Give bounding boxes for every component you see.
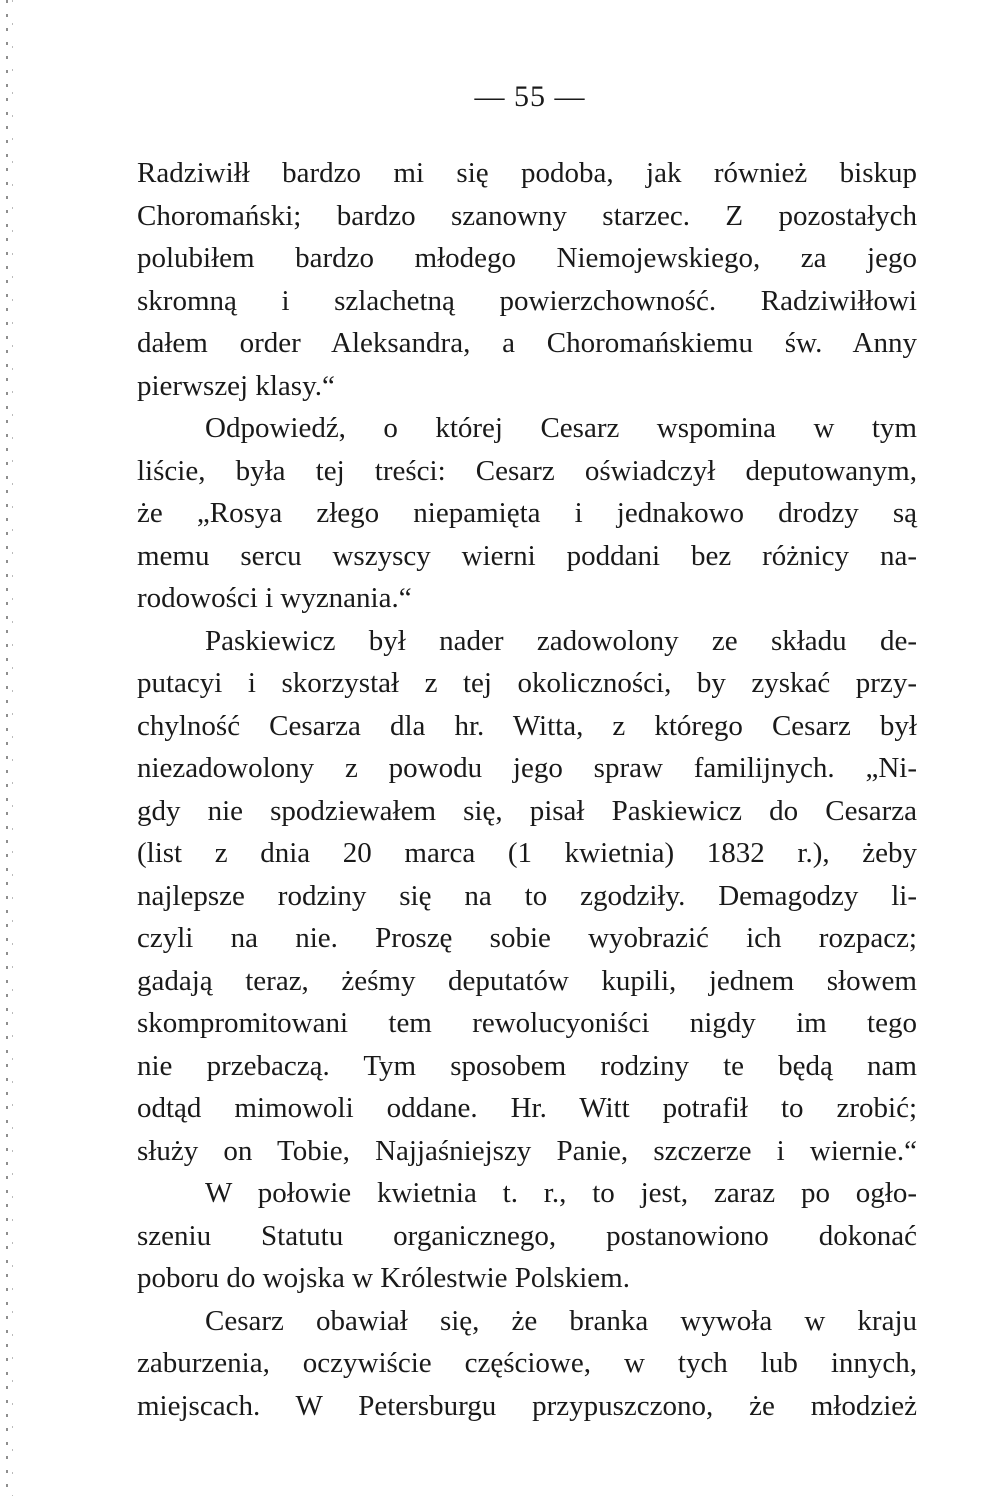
page-edge-shadow (6, 0, 8, 1496)
text-line: skompromitowani tem rewolucyoniści nigdy im tego (137, 1007, 917, 1039)
page-edge-shadow (12, 0, 13, 1496)
text-line: liście, była tej treści: Cesarz oświadczył deputowanym, (137, 454, 917, 487)
text-line: rodowości i wyznania.“ (137, 582, 412, 614)
text-line: putacyi i skorzystał z tej okoliczności, by zyskać przy- (137, 667, 917, 699)
text-line: gdy nie spodziewałem się, pisał Paskiewicz do Cesarza (137, 794, 917, 827)
text-line: Radziwiłł bardzo mi się podoba, jak również biskup (137, 157, 917, 189)
text-line: niezadowolony z powodu jego spraw familijnych. „Ni- (137, 752, 917, 784)
text-line: miejscach. W Petersburgu przypuszczono, że młodzież (137, 1389, 917, 1422)
text-line: dałem order Aleksandra, a Choromańskiemu św. Anny (137, 327, 917, 359)
text-line: poboru do wojska w Królestwie Polskiem. (137, 1262, 630, 1294)
text-line: Choromański; bardzo szanowny starzec. Z pozostałych (137, 199, 917, 232)
text-line: gadają teraz, żeśmy deputatów kupili, jednem słowem (137, 964, 917, 997)
text-line: (list z dnia 20 marca (1 kwietnia) 1832 r.), żeby (137, 837, 917, 869)
text-line: Paskiewicz był nader zadowolony ze składu de- (205, 624, 917, 657)
text-line: pierwszej klasy.“ (137, 369, 335, 402)
text-line: że „Rosya złego niepamięta i jednakowo drodzy są (137, 497, 917, 529)
text-line: najlepsze rodziny się na to zgodziły. Demagodzy li- (137, 879, 917, 912)
text-line: skromną i szlachetną powierzchowność. Radziwiłłowi (137, 284, 917, 317)
text-line: polubiłem bardzo młodego Niemojewskiego, za jego (137, 242, 917, 274)
body-text (137, 152, 917, 1427)
text-line: W połowie kwietnia t. r., to jest, zaraz po ogło- (205, 1177, 917, 1209)
page-number: — 55 — (474, 80, 586, 113)
text-line: Odpowiedź, o której Cesarz wspomina w tym (205, 412, 917, 444)
text-line: memu sercu wszyscy wierni poddani bez różnicy na- (137, 539, 917, 572)
text-line: zaburzenia, oczywiście częściowe, w tych lub innych, (137, 1347, 917, 1379)
text-line: chylność Cesarza dla hr. Witta, z którego Cesarz był (137, 709, 917, 742)
text-line: szeniu Statutu organicznego, postanowiono dokonać (137, 1219, 917, 1252)
text-line: Cesarz obawiał się, że branka wywoła w kraju (205, 1304, 917, 1337)
text-line: odtąd mimowoli oddane. Hr. Witt potrafił to zrobić; (137, 1092, 917, 1124)
text-line: nie przebaczą. Tym sposobem rodziny te będą nam (137, 1049, 917, 1082)
text-line: czyli na nie. Proszę sobie wyobrazić ich rozpacz; (137, 922, 917, 954)
text-line: służy on Tobie, Najjaśniejszy Panie, szczerze i wiernie.“ (137, 1134, 917, 1167)
